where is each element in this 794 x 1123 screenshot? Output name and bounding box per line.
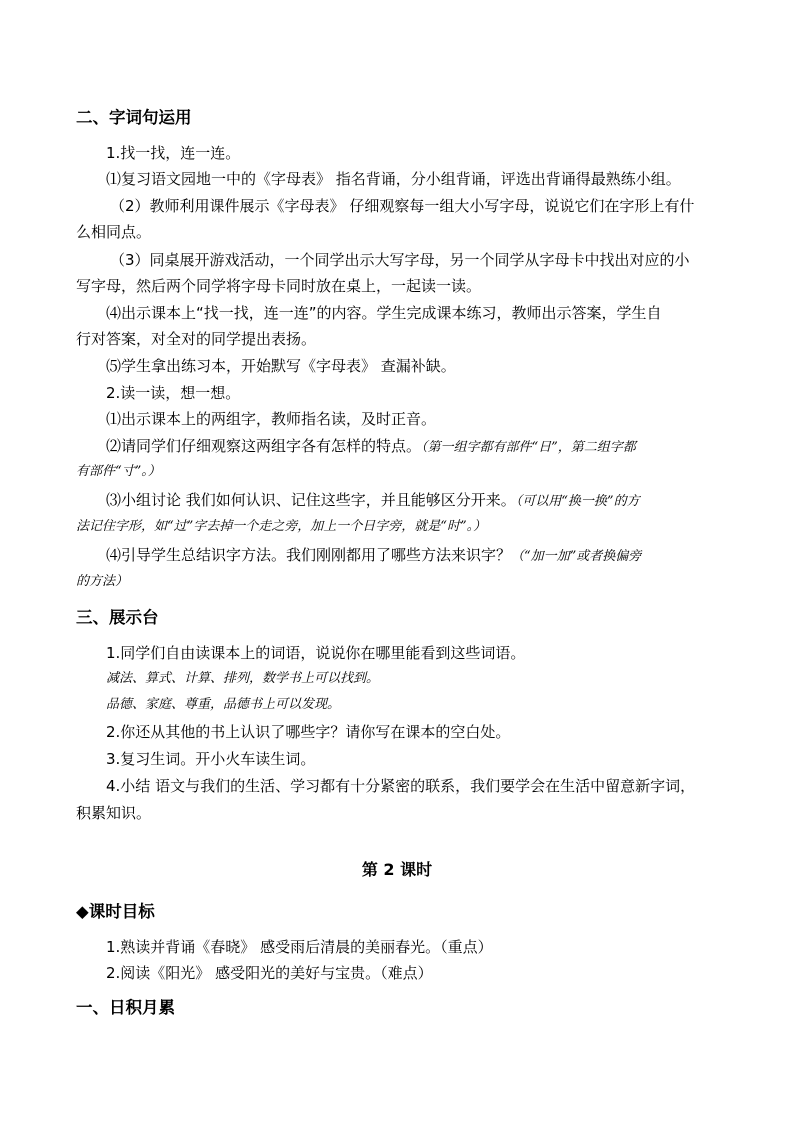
paragraph-line: 4.小结 语文与我们的生活、学习都有十分紧密的联系，我们要学会在生活中留意新字词，: [106, 777, 696, 795]
paragraph-line: ⑴复习语文园地一中的《字母表》 指名背诵，分小组背诵，评选出背诵得最熟练小组。: [106, 170, 681, 188]
paragraph-line: [106, 490, 640, 512]
goal-item: 2.阅读《阳光》 感受阳光的美好与宝贵。（难点）: [106, 964, 433, 982]
paragraph-line: ⑷出示课本上“找一找，连一连”的内容。学生完成课本练习，教师出示答案，学生自: [106, 304, 662, 322]
section-heading: 一、日积月累: [76, 998, 175, 1017]
item-title: 2.读一读，想一想。: [106, 384, 241, 402]
paragraph-text: ⑶小组讨论 我们如何认识、记住这些字，并且能够区分开来。: [106, 491, 516, 509]
paragraph-line: 2.你还从其他的书上认识了哪些字？请你写在课本的空白处。: [106, 723, 511, 741]
section-heading: 三、展示台: [76, 608, 159, 627]
paragraph-line: ⑸学生拿出练习本，开始默写《字母表》 查漏补缺。: [106, 357, 456, 375]
paragraph-line: 3.复习生词。开小火车读生词。: [106, 750, 316, 768]
answer-note: 品德、家庭、尊重，品德书上可以发现。: [106, 697, 341, 712]
item-title: 1.找一找，连一连。: [106, 144, 241, 162]
paragraph-text: ⑵请同学们仔细观察这两组字各有怎样的特点。: [106, 437, 422, 455]
paragraph-line: （2）教师利用课件展示《字母表》 仔细观察每一组大小写字母，说说它们在字形上有什: [110, 197, 695, 215]
answer-note: 法记住字形，如“过”字去掉一个走之旁，加上一个日字旁，就是“时”。）: [76, 519, 487, 534]
goal-item: 1.熟读并背诵《春晓》 感受雨后清晨的美丽春光。（重点）: [106, 938, 493, 956]
paragraph-line: [106, 436, 636, 458]
answer-note: 有部件“寸”。）: [76, 464, 161, 479]
answer-note: 减法、算式、计算、排列，数学书上可以找到。: [106, 671, 380, 686]
goals-heading: ◆课时目标: [76, 902, 155, 921]
paragraph-line: 么相同点。: [76, 223, 152, 241]
paragraph-line: （3）同桌展开游戏活动，一个同学出示大写字母，另一个同学从字母卡中找出对应的小: [110, 251, 690, 269]
answer-note: （可以用“换一换”的方: [515, 494, 640, 509]
paragraph-line: 积累知识。: [76, 804, 152, 822]
answer-note: （第一组字都有部件“日”，第二组字都: [421, 440, 636, 455]
paragraph-text: ⑷引导学生总结识字方法。我们刚刚都用了哪些方法来识字？: [106, 546, 512, 564]
paragraph-line: ⑴出示课本上的两组字，教师指名读，及时正音。: [106, 410, 437, 428]
paragraph-line: 写字母，然后两个同学将字母卡同时放在桌上，一起读一读。: [76, 277, 482, 295]
paragraph-line: 1.同学们自由读课本上的词语，说说你在哪里能看到这些词语。: [106, 644, 526, 662]
section-heading: 二、字词句运用: [76, 108, 192, 127]
paragraph-line: 行对答案，对全对的同学提出表扬。: [76, 330, 317, 348]
answer-note: 的方法）: [76, 574, 129, 589]
paragraph-line: [106, 545, 641, 567]
answer-note: （“加一加”或者换偏旁: [511, 549, 642, 564]
lesson-title: 第 2 课时: [361, 860, 433, 879]
